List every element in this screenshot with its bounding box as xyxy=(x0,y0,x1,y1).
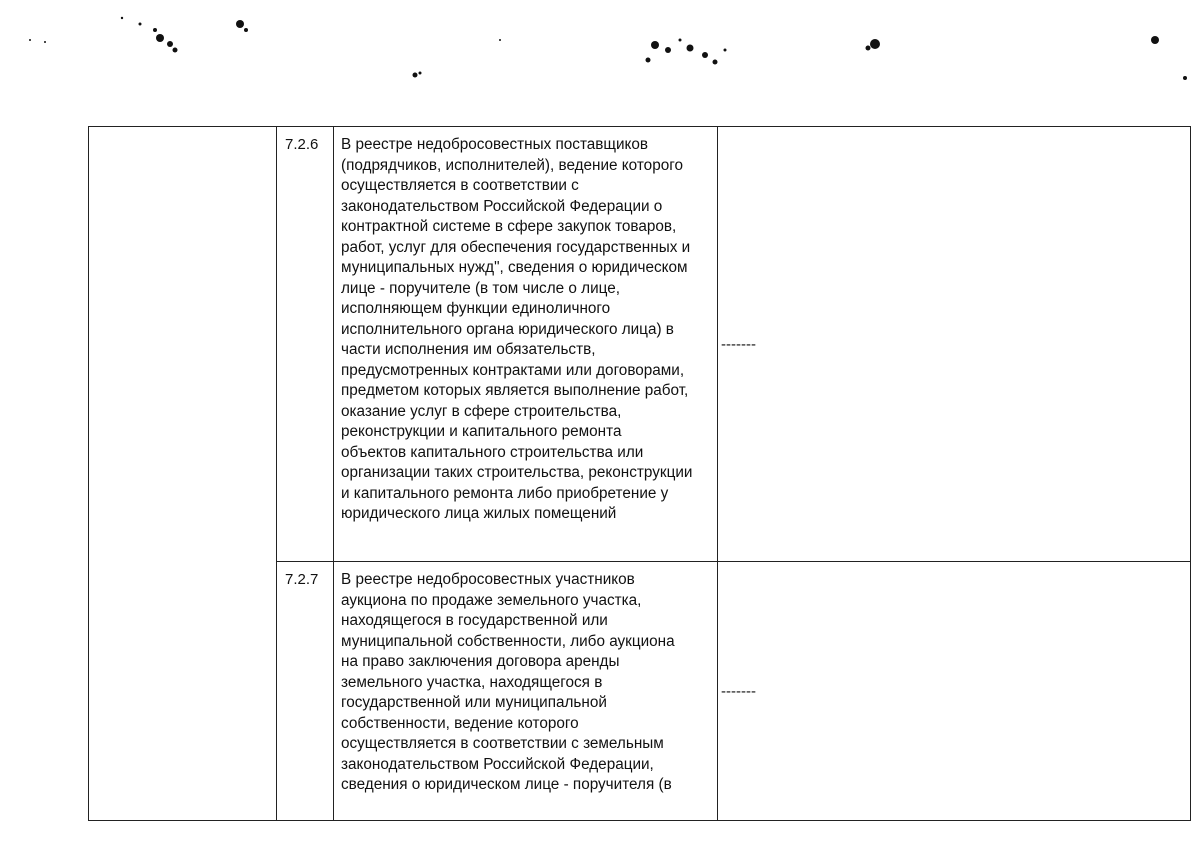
text-line: реконструкции и капитального ремонта xyxy=(341,423,622,440)
text-line: части исполнения им обязательств, xyxy=(341,341,596,358)
item-description xyxy=(334,562,718,821)
text-line: муниципальных нужд", сведения о юридическом xyxy=(341,259,688,276)
text-line: законодательством Российской Федерации о xyxy=(341,197,663,215)
text-line: на право заключения договора аренды xyxy=(341,653,620,670)
text-line: объектов капитального строительства или xyxy=(341,443,644,461)
text-line: находящегося в государственной или xyxy=(341,612,608,629)
text-line: собственности, ведение которого xyxy=(341,714,579,732)
text-line: и капитального ремонта либо приобретение у xyxy=(341,484,669,502)
text-line: организации таких строительства, реконструкции xyxy=(341,464,693,481)
document-table xyxy=(88,126,1191,821)
item-number: 7.2.6 xyxy=(277,127,334,562)
item-value: ------- xyxy=(718,127,1191,562)
text-line: лице - поручителе (в том числе о лице, xyxy=(341,279,620,297)
item-description xyxy=(334,127,718,562)
text-line: предусмотренных контрактами или договорами, xyxy=(341,361,685,379)
text-line: законодательством Российской Федерации, xyxy=(341,755,654,773)
scan-noise xyxy=(0,0,1200,100)
text-line: муниципальной собственности, либо аукциона xyxy=(341,632,675,650)
text-line: осуществляется в соответствии с xyxy=(341,177,579,194)
text-line: В реестре недобросовестных поставщиков xyxy=(341,136,649,153)
item-number: 7.2.7 xyxy=(277,562,334,821)
text-line: юридического лица жилых помещений xyxy=(341,505,617,522)
text-line: осуществляется в соответствии с земельным xyxy=(341,735,664,752)
text-line: исполняющем функции единоличного xyxy=(341,300,611,317)
text-line: работ, услуг для обеспечения государственных и xyxy=(341,238,691,256)
text-line: оказание услуг в сфере строительства, xyxy=(341,402,622,420)
text-line: земельного участка, находящегося в xyxy=(341,673,603,691)
text-line: аукциона по продаже земельного участка, xyxy=(341,591,642,609)
text-line: исполнительного органа юридического лица) в xyxy=(341,320,674,338)
text-line: контрактной системе в сфере закупок товаров, xyxy=(341,218,677,235)
text-line: В реестре недобросовестных участников xyxy=(341,571,635,588)
text-line: государственной или муниципальной xyxy=(341,694,607,711)
text-line: сведения о юридическом лице - поручителя (в xyxy=(341,776,672,793)
empty-left-cell xyxy=(89,127,277,821)
item-value: ------- xyxy=(718,562,1191,821)
text-line: (подрядчиков, исполнителей), ведение которого xyxy=(341,156,683,174)
text-line: предметом которых является выполнение работ, xyxy=(341,382,689,399)
table-row xyxy=(89,127,1191,562)
